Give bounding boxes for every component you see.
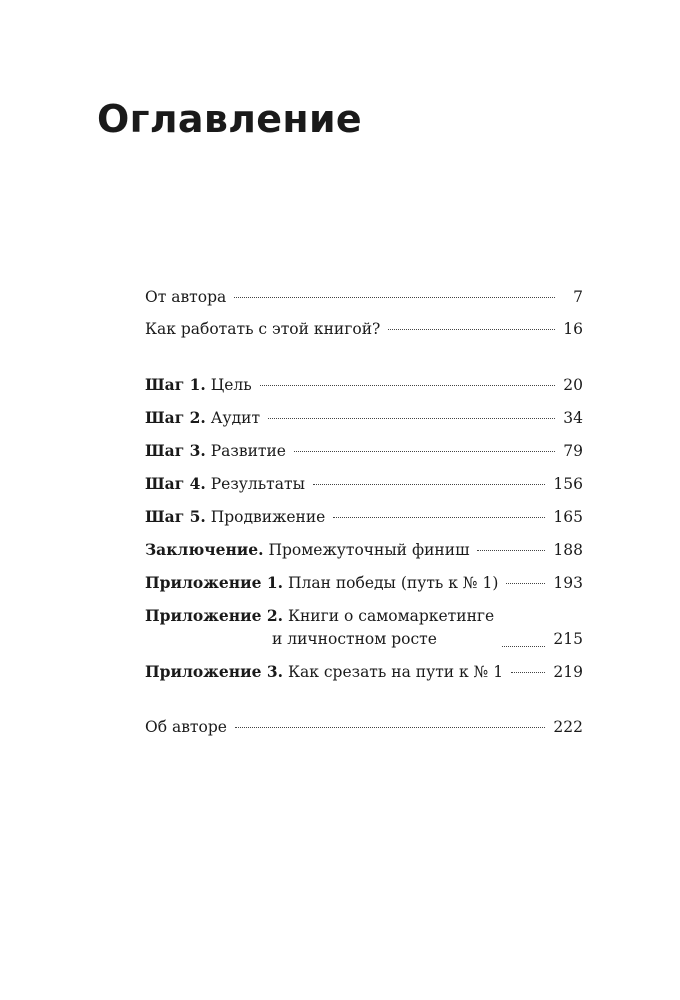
page-number: 79 xyxy=(563,442,583,460)
entry-text: Об авторе xyxy=(145,718,227,736)
dot-leader xyxy=(502,646,545,647)
dot-leader xyxy=(506,583,545,584)
entry-label: Заключение. xyxy=(145,540,264,559)
page-number: 20 xyxy=(563,376,583,394)
entry-label: Шаг 4. xyxy=(145,474,206,493)
entry-title xyxy=(145,716,227,739)
dot-leader xyxy=(294,451,555,452)
entry-text: План победы (путь к № 1) xyxy=(287,574,499,592)
entry-title xyxy=(145,318,380,341)
page-number: 222 xyxy=(553,718,583,736)
dot-leader xyxy=(388,329,555,330)
page-number: 219 xyxy=(553,663,583,681)
page-number: 7 xyxy=(573,288,583,306)
toc-entry[interactable] xyxy=(145,286,583,309)
page-number: 156 xyxy=(553,475,583,493)
entry-text: Развитие xyxy=(210,442,286,460)
toc-entry[interactable] xyxy=(145,604,583,651)
toc-section-back-matter xyxy=(145,716,583,739)
entry-text: От автора xyxy=(145,288,227,306)
entry-text: Как работать с этой книгой? xyxy=(145,320,381,338)
entry-title xyxy=(145,439,286,463)
entry-title xyxy=(145,538,469,562)
entry-label: Шаг 5. xyxy=(145,507,206,526)
toc-entry[interactable] xyxy=(145,571,583,595)
entry-label: Шаг 2. xyxy=(145,408,206,427)
dot-leader xyxy=(333,517,545,518)
dot-leader xyxy=(313,484,545,485)
entry-title xyxy=(145,604,494,651)
entry-title xyxy=(145,373,252,397)
entry-title xyxy=(145,406,260,430)
entry-title xyxy=(145,660,503,684)
page-number: 165 xyxy=(553,508,583,526)
page-number: 34 xyxy=(563,409,583,427)
entry-label: Шаг 1. xyxy=(145,375,206,394)
toc-entry[interactable] xyxy=(145,505,583,529)
entry-text: Как срезать на пути к № 1 xyxy=(287,663,504,681)
entry-text: Аудит xyxy=(210,409,261,427)
toc-section-main xyxy=(145,373,583,684)
dot-leader xyxy=(260,385,555,386)
dot-leader xyxy=(234,297,555,298)
entry-text: Результаты xyxy=(210,475,305,493)
entry-title xyxy=(145,571,498,595)
toc-entry[interactable] xyxy=(145,716,583,739)
toc-entry[interactable] xyxy=(145,439,583,463)
toc-section-front-matter xyxy=(145,286,583,341)
entry-text: Книги о самомаркетинге xyxy=(287,607,495,625)
dot-leader xyxy=(511,672,545,673)
page-number: 16 xyxy=(563,320,583,338)
entry-text: Промежуточный финиш xyxy=(268,541,470,559)
entry-text: Продвижение xyxy=(210,508,326,526)
entry-label: Приложение 3. xyxy=(145,662,284,681)
dot-leader xyxy=(235,727,545,728)
toc-entry[interactable] xyxy=(145,538,583,562)
entry-text: Цель xyxy=(210,376,252,394)
page-number: 193 xyxy=(553,574,583,592)
toc-entry[interactable] xyxy=(145,318,583,341)
entry-label: Приложение 1. xyxy=(145,573,284,592)
entry-title xyxy=(145,472,305,496)
entry-label: Шаг 3. xyxy=(145,441,206,460)
page-number: 215 xyxy=(553,630,583,648)
page-title: Оглавление xyxy=(97,97,362,141)
entry-label: Приложение 2. xyxy=(145,606,284,625)
entry-first-line xyxy=(145,604,494,628)
entry-title xyxy=(145,505,325,529)
toc-entry[interactable] xyxy=(145,472,583,496)
entry-second-line: и личностном росте xyxy=(272,630,437,648)
dot-leader xyxy=(477,550,545,551)
toc-entry[interactable] xyxy=(145,373,583,397)
page-number: 188 xyxy=(553,541,583,559)
toc-entry[interactable] xyxy=(145,660,583,684)
table-of-contents xyxy=(145,286,583,748)
dot-leader xyxy=(268,418,555,419)
toc-entry[interactable] xyxy=(145,406,583,430)
entry-title xyxy=(145,286,226,309)
